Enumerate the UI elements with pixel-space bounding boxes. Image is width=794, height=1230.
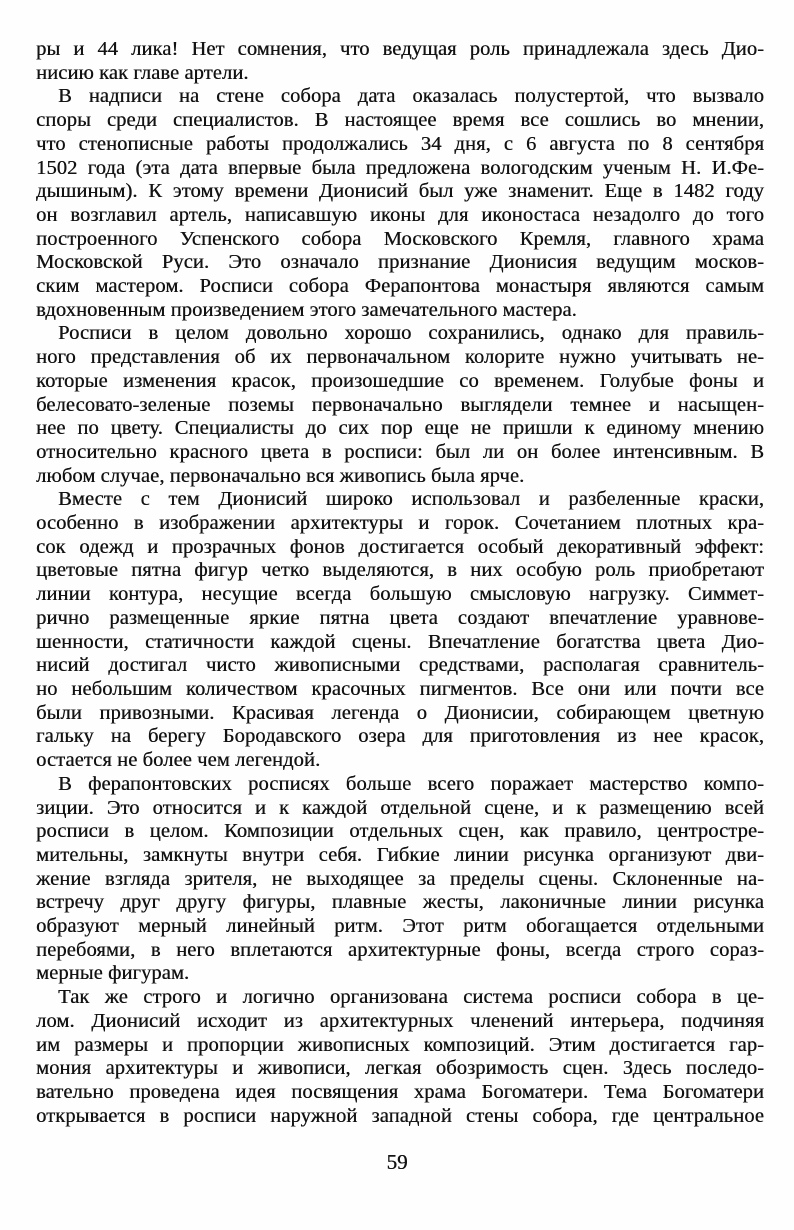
- text-line: нисий достигал чисто живописными средствами, располагая сравнитель-: [36, 654, 764, 677]
- text-line: сок одежд и прозрачных фонов достигается особый декоративный эффект:: [36, 535, 764, 558]
- text-line: ры и 44 лика! Нет сомнения, что ведущая роль принадлежала здесь Дио-: [36, 38, 764, 60]
- text-line: Росписи в целом довольно хорошо сохранились, однако для правиль-: [58, 322, 764, 345]
- paragraph: [36, 488, 764, 772]
- text-line: споры среди специалистов. В настоящее время все сошлись во мнении,: [36, 109, 764, 132]
- text-line: мительны, замкнуты внутри себя. Гибкие линии рисунка организуют дви-: [36, 843, 764, 866]
- text-line: ским мастером. Росписи собора Ферапонтова монастыря являются самым: [36, 275, 764, 298]
- text-line: что стенописные работы продолжались 34 дня, с 6 августа по 8 сентября: [36, 132, 764, 155]
- text-line: перебоями, в него вплетаются архитектурные фоны, всегда строго сораз-: [36, 938, 764, 961]
- text-line: гальку на берегу Бородавского озера для приготовления из нее красок,: [36, 725, 764, 748]
- text-line: были привозными. Красивая легенда о Дионисии, собирающем цветную: [36, 701, 764, 724]
- paragraph: [36, 773, 764, 986]
- text-line: любом случае, первоначально вся живопись была ярче.: [36, 464, 525, 487]
- text-line: Московской Руси. Это означало признание Дионисия ведущим москов-: [36, 251, 764, 274]
- text-line: но небольшим количеством красочных пигментов. Все они или почти все: [36, 677, 764, 700]
- text-line: он возглавил артель, написавшую иконы для иконостаса незадолго до того: [36, 203, 764, 226]
- text-line: которые изменения красок, произошедшие со временем. Голубые фоны и: [36, 369, 764, 392]
- text-line: относительно красного цвета в росписи: был ли он более интенсивным. В: [36, 440, 764, 463]
- text-line: остается не более чем легендой.: [36, 749, 321, 772]
- text-line: линии контура, несущие всегда большую смысловую нагрузку. Симмет-: [36, 583, 764, 606]
- text-line: вдохновенным произведением этого замечательного мастера.: [36, 298, 577, 321]
- text-line: Вместе с тем Дионисий широко использовал и разбеленные краски,: [58, 488, 764, 511]
- text-line: белесовато-зеленые поземы первоначально выглядели темнее и насыщен-: [36, 393, 764, 416]
- text-line: Так же строго и логично организована система росписи собора в це-: [58, 986, 764, 1009]
- text-line: жение взгляда зрителя, не выходящее за пределы сцены. Склоненные на-: [36, 867, 764, 890]
- text-line: нисию как главе артели.: [36, 61, 249, 84]
- text-line: рично размещенные яркие пятна цвета создают впечатление уравнове-: [36, 606, 764, 629]
- text-line: мерные фигурам.: [36, 962, 190, 985]
- text-line: дышиным). К этому времени Дионисий был уже знаменит. Еще в 1482 году: [36, 180, 764, 203]
- text-line: В надписи на стене собора дата оказалась полустертой, что вызвало: [58, 85, 764, 108]
- text-line: зиции. Это относится и к каждой отдельной сцене, и к размещению всей: [36, 796, 764, 819]
- page-number: 59: [386, 1150, 408, 1174]
- paragraph: [36, 38, 764, 85]
- text-line: им размеры и пропорции живописных композиций. Этим достигается гар-: [36, 1033, 764, 1056]
- text-line: В ферапонтовских росписях больше всего поражает мастерство компо-: [58, 772, 764, 795]
- text-line: встречу друг другу фигуры, плавные жесты, лаконичные линии рисунка: [36, 891, 764, 914]
- text-line: цветовые пятна фигур четко выделяются, в них особую роль приобретают: [36, 559, 764, 582]
- text-line: вательно проведена идея посвящения храма Богоматери. Тема Богоматери: [36, 1080, 764, 1103]
- text-line: 1502 года (эта дата впервые была предложена вологодским ученым Н. И.Фе-: [36, 156, 764, 179]
- text-line: построенного Успенского собора Московского Кремля, главного храма: [36, 227, 764, 250]
- text-line: особенно в изображении архитектуры и горок. Сочетанием плотных кра-: [36, 512, 764, 535]
- text-line: шенности, статичности каждой сцены. Впечатление богатства цвета Дио-: [36, 630, 764, 653]
- text-block: [36, 38, 764, 1128]
- text-line: лом. Дионисий исходит из архитектурных членений интерьера, подчиняя: [36, 1009, 764, 1032]
- text-line: ного представления об их первоначальном колорите нужно учитывать не-: [36, 346, 764, 369]
- text-line: нее по цвету. Специалисты до сих пор еще не пришли к единому мнению: [36, 417, 764, 440]
- text-line: мония архитектуры и живописи, легкая обозримость сцен. Здесь последо-: [36, 1057, 764, 1080]
- paragraph: [36, 85, 764, 322]
- text-line: образуют мерный линейный ритм. Этот ритм обогащается отдельными: [36, 915, 764, 938]
- paragraph: [36, 322, 764, 488]
- text-line: открывается в росписи наружной западной стены собора, где центральное: [36, 1104, 764, 1127]
- text-line: росписи в целом. Композиции отдельных сцен, как правило, центростре-: [36, 820, 764, 843]
- paragraph: [36, 986, 764, 1128]
